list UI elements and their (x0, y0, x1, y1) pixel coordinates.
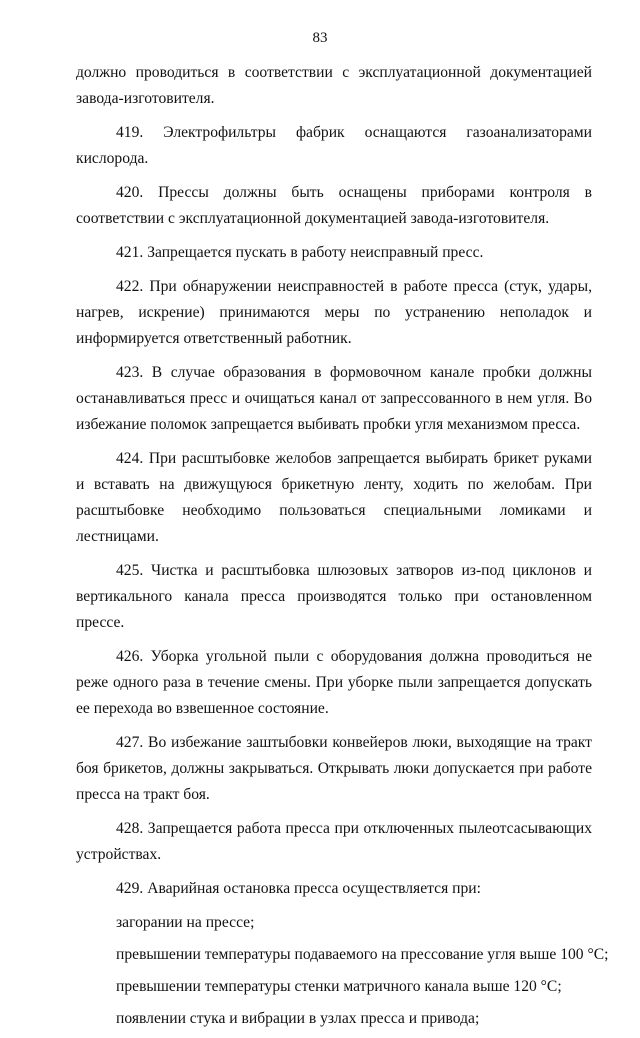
paragraph-420: 420. Прессы должны быть оснащены приборами контроля в соответствии с эксплуатационной документацией завода-изготовителя. (76, 184, 592, 227)
paragraph-425: 425. Чистка и расштыбовка шлюзовых затворов из-под циклонов и вертикального канала пресса производятся только при остановленном прессе. (76, 562, 592, 631)
paragraph-424: 424. При расштыбовке желобов запрещается выбирать брикет руками и вставать на движущуюся брикетную ленту, ходить по желобам. При расштыбовке необходимо пользоваться специальными ломиками и лестницами. (76, 450, 592, 545)
paragraph-continuation: должно проводиться в соответствии с эксплуатационной документацией завода-изготовителя. (76, 64, 592, 107)
page-body (76, 60, 609, 1038)
paragraph-423: 423. В случае образования в формовочном канале пробки должны останавливаться пресс и очищаться канал от запрессованного в нем угля. Во избежание поломок запрещается выбивать пробки угля механизмом пресса. (76, 364, 592, 433)
paragraph-422: 422. При обнаружении неисправностей в работе пресса (стук, удары, нагрев, искрение) принимаются меры по устранению неполадок и информируется ответственный работник. (76, 278, 592, 347)
paragraph-426: 426. Уборка угольной пыли с оборудования должна проводиться не реже одного раза в течение смены. При уборке пыли запрещается допускать ее перехода во взвешенное состояние. (76, 648, 592, 717)
paragraph-427: 427. Во избежание заштыбовки конвейеров люки, выходящие на тракт боя брикетов, должны закрываться. Открывать люки допускается при работе пресса на тракт боя. (76, 734, 592, 803)
list-item: превышении температуры подаваемого на прессование угля выше 100 °С; (116, 946, 609, 963)
list-item: превышении температуры стенки матричного канала выше 120 °С; (116, 978, 562, 995)
paragraph-421: 421. Запрещается пускать в работу неисправный пресс. (116, 244, 484, 261)
list-item: появлении стука и вибрации в узлах пресса и привода; (116, 1010, 480, 1027)
paragraph-419: 419. Электрофильтры фабрик оснащаются газоанализаторами кислорода. (76, 124, 592, 167)
paragraph-428: 428. Запрещается работа пресса при отключенных пылеотсасывающих устройствах. (76, 820, 592, 863)
page-number: 83 (312, 30, 328, 46)
paragraph-429: 429. Аварийная остановка пресса осуществляется при: (116, 880, 481, 897)
list-item: загорании на прессе; (116, 914, 255, 931)
